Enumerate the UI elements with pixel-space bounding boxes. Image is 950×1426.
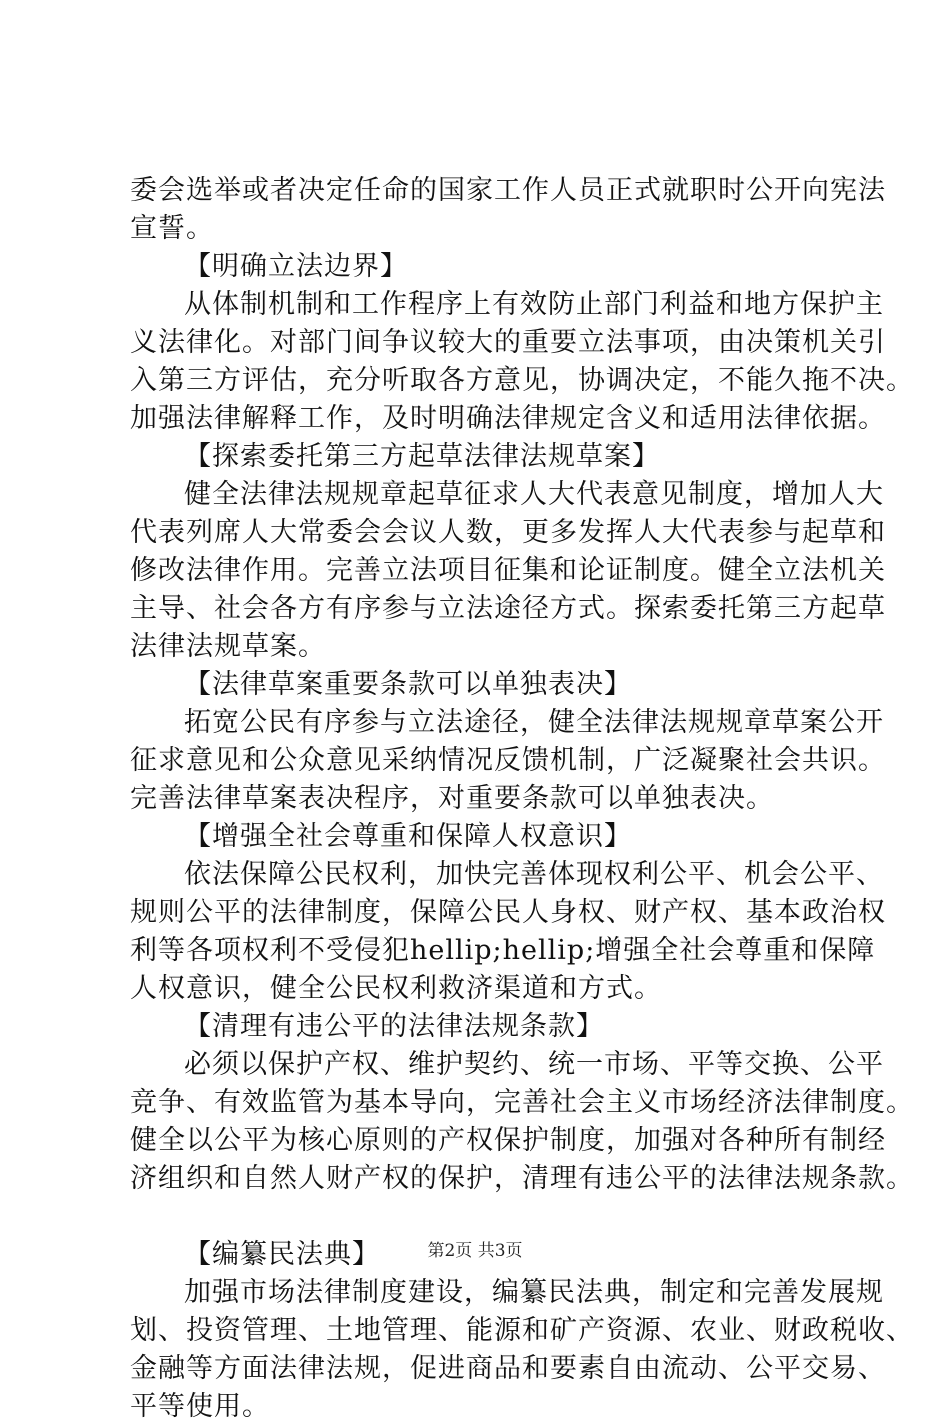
section-heading: 【清理有违公平的法律法规条款】 [184,1011,604,1042]
paragraph-line: 主导、社会各方有序参与立法途径方式。探索委托第三方起草 [130,593,886,624]
paragraph-line: 加强法律解释工作，及时明确法律规定含义和适用法律依据。 [130,403,886,434]
paragraph-line: 委会选举或者决定任命的国家工作人员正式就职时公开向宪法 [130,175,886,206]
paragraph-line: 法律法规草案。 [130,631,326,662]
paragraph-line: 济组织和自然人财产权的保护，清理有违公平的法律法规条款。 [130,1163,914,1194]
blank-line [130,1198,850,1236]
paragraph-line: 竞争、有效监管为基本导向，完善社会主义市场经济法律制度。 [130,1087,914,1118]
section-heading: 【法律草案重要条款可以单独表决】 [184,669,632,700]
section-heading: 【探索委托第三方起草法律法规草案】 [184,441,660,472]
paragraph-line: 健全法律法规规章起草征求人大代表意见制度，增加人大 [184,479,884,510]
paragraph-line: 拓宽公民有序参与立法途径，健全法律法规规章草案公开 [184,707,884,738]
paragraph-line: 健全以公平为核心原则的产权保护制度，加强对各种所有制经 [130,1125,886,1156]
document-body [130,172,914,1426]
paragraph-line: 修改法律作用。完善立法项目征集和论证制度。健全立法机关 [130,555,886,586]
paragraph-line: 划、投资管理、土地管理、能源和矿产资源、农业、财政税收、 [130,1315,914,1346]
paragraph-line: 依法保障公民权利，加快完善体现权利公平、机会公平、 [184,859,884,890]
section-heading: 【编纂民法典】 [184,1239,380,1270]
paragraph-line: 利等各项权利不受侵犯hellip;hellip;增强全社会尊重和保障 [130,935,876,966]
paragraph-line: 从体制机制和工作程序上有效防止部门利益和地方保护主 [184,289,884,320]
paragraph-line: 征求意见和公众意见采纳情况反馈机制，广泛凝聚社会共识。 [130,745,886,776]
paragraph-line: 代表列席人大常委会会议人数，更多发挥人大代表参与起草和 [130,517,886,548]
section-heading: 【明确立法边界】 [184,251,408,282]
paragraph-line: 金融等方面法律法规，促进商品和要素自由流动、公平交易、 [130,1353,886,1384]
paragraph-line: 必须以保护产权、维护契约、统一市场、平等交换、公平 [184,1049,884,1080]
paragraph-line: 义法律化。对部门间争议较大的重要立法事项，由决策机关引 [130,327,886,358]
section-heading: 【增强全社会尊重和保障人权意识】 [184,821,632,852]
paragraph-line: 人权意识，健全公民权利救济渠道和方式。 [130,973,662,1004]
page-number-footer: 第2页 共3页 [427,1241,523,1261]
paragraph-line: 完善法律草案表决程序，对重要条款可以单独表决。 [130,783,774,814]
paragraph-line: 规则公平的法律制度，保障公民人身权、财产权、基本政治权 [130,897,886,928]
paragraph-line: 入第三方评估，充分听取各方意见，协调决定，不能久拖不决。 [130,365,914,396]
paragraph-line: 平等使用。 [130,1391,270,1422]
paragraph-line: 宣誓。 [130,213,214,244]
paragraph-line: 加强市场法律制度建设，编纂民法典，制定和完善发展规 [184,1277,884,1308]
